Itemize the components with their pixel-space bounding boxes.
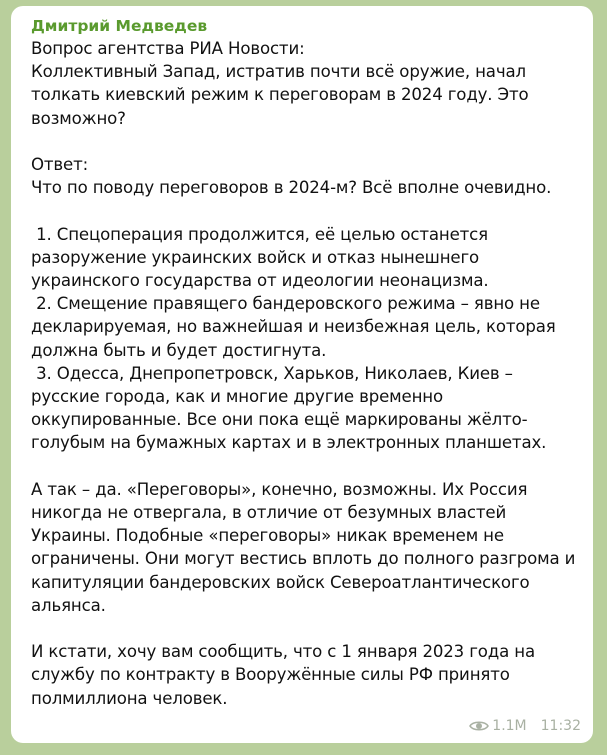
question-label: Вопрос агентства РИА Новости: [31, 39, 305, 58]
paragraph-gap [31, 455, 581, 478]
message-meta [469, 718, 581, 734]
view-count: 1.1M [492, 718, 527, 734]
message-text [31, 37, 581, 710]
negotiations-paragraph: А так – да. «Переговоры», конечно, возможны. Их Россия никогда не отвергала, в отличие от безумных властей Украины. Подобные «переговоры» никак временем не ограничены. Они могут вестись вплоть до полного разгрома и капитуляции бандеровских войск Североатлантического альянса. [31, 479, 576, 615]
answer-label: Ответ: [31, 155, 89, 174]
point-3: 3. Одесса, Днепропетровск, Харьков, Николаев, Киев – русские города, как и многие другие временно оккупированные. Все они пока ещё маркированы жёлто-голубым на бумажных картах и в электронных планшетах. [31, 363, 547, 453]
point-2: 2. Смещение правящего бандеровского режима – явно не декларируемая, но важнейшая и неизбежная цель, которая должна быть и будет достигнута. [31, 294, 561, 360]
message-time: 11:32 [540, 718, 581, 734]
paragraph-gap [31, 199, 581, 222]
paragraph-gap [31, 130, 581, 153]
contract-paragraph: И кстати, хочу вам сообщить, что с 1 января 2023 года на службу по контракту в Вооружённые силы РФ принято полмиллиона человек. [31, 642, 535, 708]
sender-name[interactable]: Дмитрий Медведев [31, 17, 208, 35]
point-1: 1. Спецоперация продолжится, её целью останется разоружение украинских войск и отказ нынешнего украинского государства от идеологии неонацизма. [31, 224, 494, 290]
message-bubble[interactable] [11, 6, 593, 743]
paragraph-gap [31, 617, 581, 640]
answer-intro: Что по поводу переговоров в 2024-м? Всё вполне очевидно. [31, 178, 552, 198]
eye-icon [469, 719, 489, 733]
question-text: Коллективный Запад, истратив почти всё оружие, начал толкать киевский режим к переговорам в 2024 году. Это возможно? [31, 62, 529, 128]
